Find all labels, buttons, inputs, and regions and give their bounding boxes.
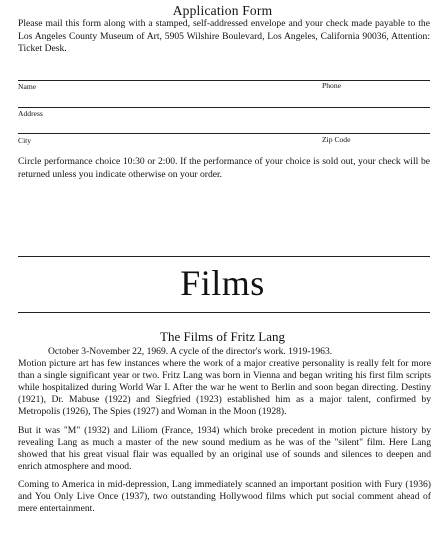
performance-choice-text: Circle performance choice 10:30 or 2:00. If the performance of your choice is sold out, your check will be returned unless you indicate otherwise on your order.	[18, 156, 430, 180]
zip-label: Zip Code	[322, 135, 351, 144]
city-field[interactable]	[18, 133, 430, 134]
name-field[interactable]	[18, 80, 430, 81]
form-title: Application Form	[172, 3, 273, 18]
divider-bottom	[18, 312, 430, 313]
section-title: The Films of Fritz Lang	[160, 329, 285, 344]
paragraph-2: But it was "M" (1932) and Liliom (France, 1934) which broke precedent in motion picture history by revealing Lang as much a master of the new sound medium as he was of the "silent" film. Here Lang showed that his great visual flair was equalled by an original use of sounds and silences to deepen and enrich atmosphere and mood.	[18, 424, 431, 472]
paragraph-1: Motion picture art has few instances where the work of a major creative personality is really felt for more than a single significant year or two. Fritz Lang was born in Vienna and began writing his first film scripts while hospitalized during World War I. After the war he went to Berlin and soon began directing. Destiny (1921), Dr. Mabuse (1922) and Siegfried (1923) established him as a major talent, confirmed by Metropolis (1926), The Spies (1927) and Woman in the Moon (1928).	[18, 358, 431, 418]
dates-line: October 3-November 22, 1969. A cycle of the director's work. 1919-1963.	[48, 346, 333, 357]
films-heading: Films	[180, 263, 265, 303]
phone-label: Phone	[322, 81, 341, 90]
paragraph-3: Coming to America in mid-depression, Lang immediately scanned an important position with Fury (1936) and You Only Live Once (1937), two outstanding Hollywood films which put social comment ahead of mere entertainment.	[18, 478, 431, 515]
name-label: Name	[18, 82, 37, 91]
address-field[interactable]	[18, 107, 430, 108]
divider-top	[18, 256, 430, 257]
form-instructions: Please mail this form along with a stamped, self-addressed envelope and your check made payable to the Los Angeles County Museum of Art, 5905 Wilshire Boulevard, Los Angeles, California 90036, Attention: Ticket Desk.	[18, 18, 430, 55]
city-label: City	[18, 136, 32, 145]
films-body	[18, 346, 431, 521]
address-label: Address	[18, 109, 43, 118]
